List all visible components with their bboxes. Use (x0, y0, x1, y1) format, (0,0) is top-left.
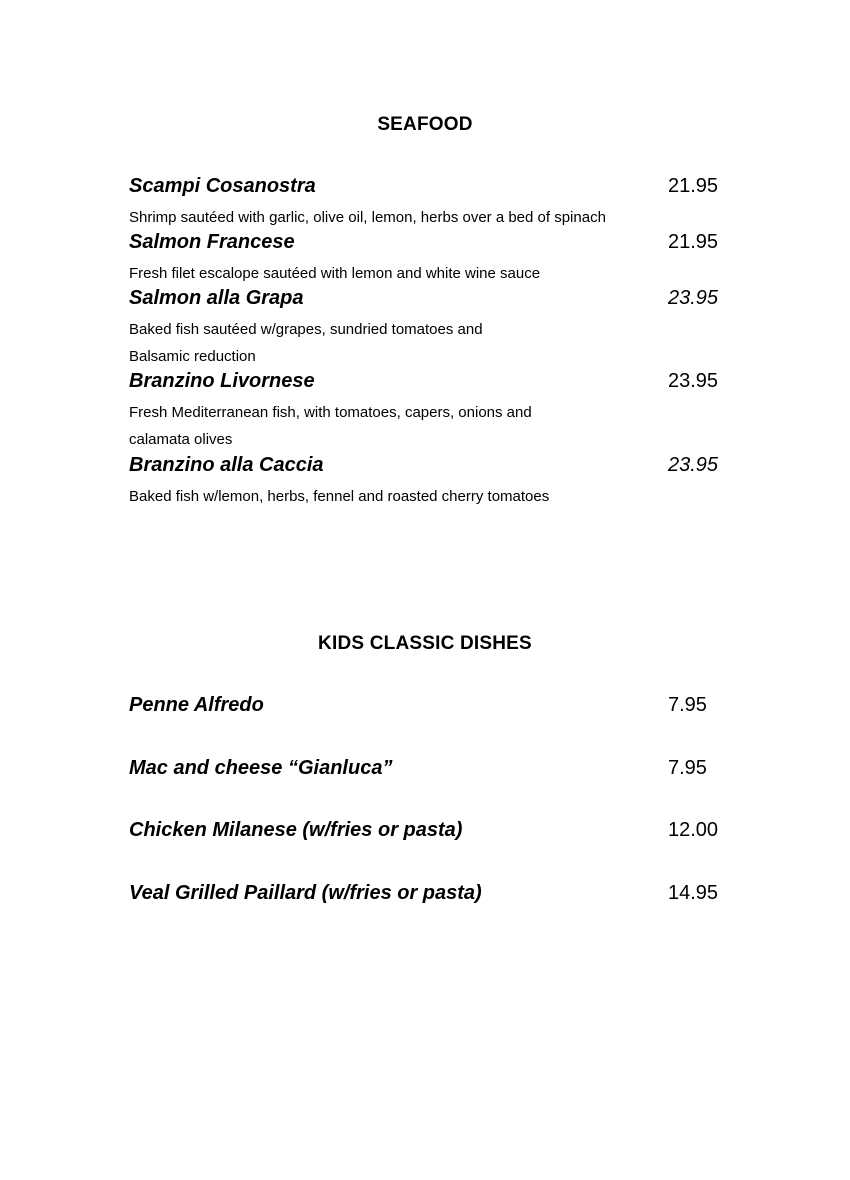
dish-description: Baked fish w/lemon, herbs, fennel and roasted cherry tomatoes (129, 488, 550, 505)
dish-name-salmon-alla-grapa: Salmon alla Grapa (129, 287, 304, 309)
dish-price-penne-alfredo: 7.95 (668, 694, 707, 716)
dish-name-scampi-cosanostra: Scampi Cosanostra (129, 175, 316, 197)
dish-description-continued: Balsamic reduction (129, 348, 256, 365)
dish-name-penne-alfredo: Penne Alfredo (129, 694, 264, 716)
dish-price-branzino-alla-caccia: 23.95 (668, 454, 719, 476)
dish-name-salmon-francese: Salmon Francese (129, 231, 295, 253)
dish-price-branzino-livornese: 23.95 (668, 370, 719, 392)
dish-name-chicken-milanese: Chicken Milanese (w/fries or pasta) (129, 819, 463, 841)
dish-name-branzino-alla-caccia: Branzino alla Caccia (129, 454, 324, 476)
dish-price-chicken-milanese: 12.00 (668, 819, 719, 841)
dish-description: Shrimp sautéed with garlic, olive oil, lemon, herbs over a bed of spinach (129, 209, 606, 226)
dish-price-mac-and-cheese: 7.95 (668, 757, 707, 779)
seafood-section-title: SEAFOOD (377, 114, 473, 135)
dish-price-salmon-francese: 21.95 (668, 231, 719, 253)
dish-description: Fresh Mediterranean fish, with tomatoes, capers, onions and (129, 404, 532, 421)
kids-section-title: KIDS CLASSIC DISHES (318, 633, 532, 654)
dish-price-scampi-cosanostra: 21.95 (668, 175, 719, 197)
dish-price-salmon-alla-grapa: 23.95 (668, 287, 719, 309)
dish-name-veal-grilled-paillard: Veal Grilled Paillard (w/fries or pasta) (129, 882, 482, 904)
dish-name-mac-and-cheese: Mac and cheese “Gianluca” (129, 757, 393, 779)
dish-description: Baked fish sautéed w/grapes, sundried tomatoes and (129, 321, 483, 338)
dish-description-continued: calamata olives (129, 431, 233, 448)
dish-description: Fresh filet escalope sautéed with lemon and white wine sauce (129, 265, 541, 282)
dish-name-branzino-livornese: Branzino Livornese (129, 370, 315, 392)
dish-price-veal-grilled-paillard: 14.95 (668, 882, 719, 904)
